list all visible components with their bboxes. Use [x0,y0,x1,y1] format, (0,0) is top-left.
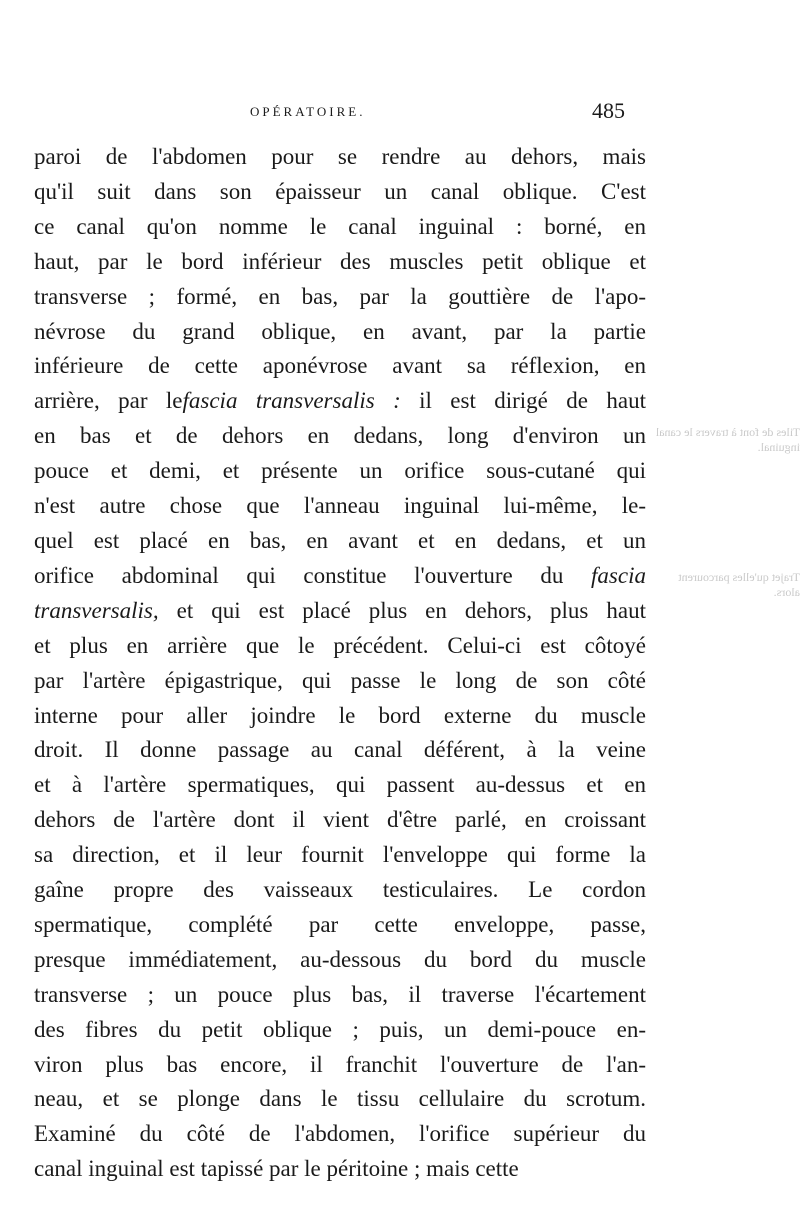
text-line: Examiné du côté de l'abdomen, l'orifice supérieur du [34,1121,646,1147]
text-line: transverse ; un pouce plus bas, il traverse l'écartement [34,981,646,1007]
text-line: et plus en arrière que le précédent. Celui-ci est côtoyé [34,632,646,658]
text-line: spermatique, complété par cette enveloppe, passe, [34,911,646,937]
text-line [34,594,646,629]
text-line: n'est autre chose que l'anneau inguinal lui-même, le- [34,493,646,519]
text-line: transverse ; formé, en bas, par la gouttière de l'apo- [34,283,646,309]
text-line: viron plus bas encore, il franchit l'ouverture de l'an- [34,1051,646,1077]
italic-term: transversalis, [34,597,159,623]
text-line: droit. Il donne passage au canal déférent, à la veine [34,737,646,763]
text-segment: orifice abdominal qui constitue l'ouverture du [34,562,564,588]
page-number: 485 [592,98,625,123]
text-line: inférieure de cette aponévrose avant sa réflexion, en [34,353,646,379]
text-line: gaîne propre des vaisseaux testiculaires. Le cordon [34,877,646,903]
running-head: OPÉRATOIRE. [250,104,366,119]
text-line: des fibres du petit oblique ; puis, un demi-pouce en- [34,1016,646,1042]
text-line: dehors de l'artère dont il vient d'être parlé, en croissant [34,807,646,833]
text-segment: arrière, par le [34,388,183,414]
text-line: haut, par le bord inférieur des muscles petit oblique et [34,248,646,274]
text-line: et à l'artère spermatiques, qui passent au-dessus et en [34,772,646,798]
text-line: par l'artère épigastrique, qui passe le long de son côté [34,667,646,693]
text-line: canal inguinal est tapissé par le péritoine ; mais cette [34,1156,519,1182]
text-line: qu'il suit dans son épaisseur un canal oblique. C'est [34,178,646,204]
text-line: neau, et se plonge dans le tissu cellulaire du scrotum. [34,1086,646,1112]
text-segment: il est dirigé de haut [400,388,646,414]
bleed-through-margin-note: Tiles de font à travers le canal inguinal. [655,425,800,454]
text-line: ce canal qu'on nomme le canal inguinal : borné, en [34,213,646,239]
text-line [34,559,646,594]
text-line: pouce et demi, et présente un orifice sous-cutané qui [34,458,646,484]
text-line [34,384,646,419]
bleed-through-margin-note: Trajet qu'elles parcourent alors. [678,570,800,599]
body-text [34,140,646,1187]
text-line: paroi de l'abdomen pour se rendre au dehors, mais [34,144,646,169]
text-line: presque immédiatement, au-dessous du bord du muscle [34,946,646,972]
italic-term: fascia transversalis : [182,388,401,414]
text-line: interne pour aller joindre le bord externe du muscle [34,702,646,728]
italic-term: fascia [591,562,646,588]
text-line: névrose du grand oblique, en avant, par la partie [34,318,646,344]
text-line: sa direction, et il leur fournit l'enveloppe qui forme la [34,842,646,868]
text-line: quel est placé en bas, en avant et en dedans, et un [34,527,646,553]
text-line: en bas et de dehors en dedans, long d'environ un [34,423,646,449]
text-segment: et qui est placé plus en dehors, plus haut [158,597,646,623]
